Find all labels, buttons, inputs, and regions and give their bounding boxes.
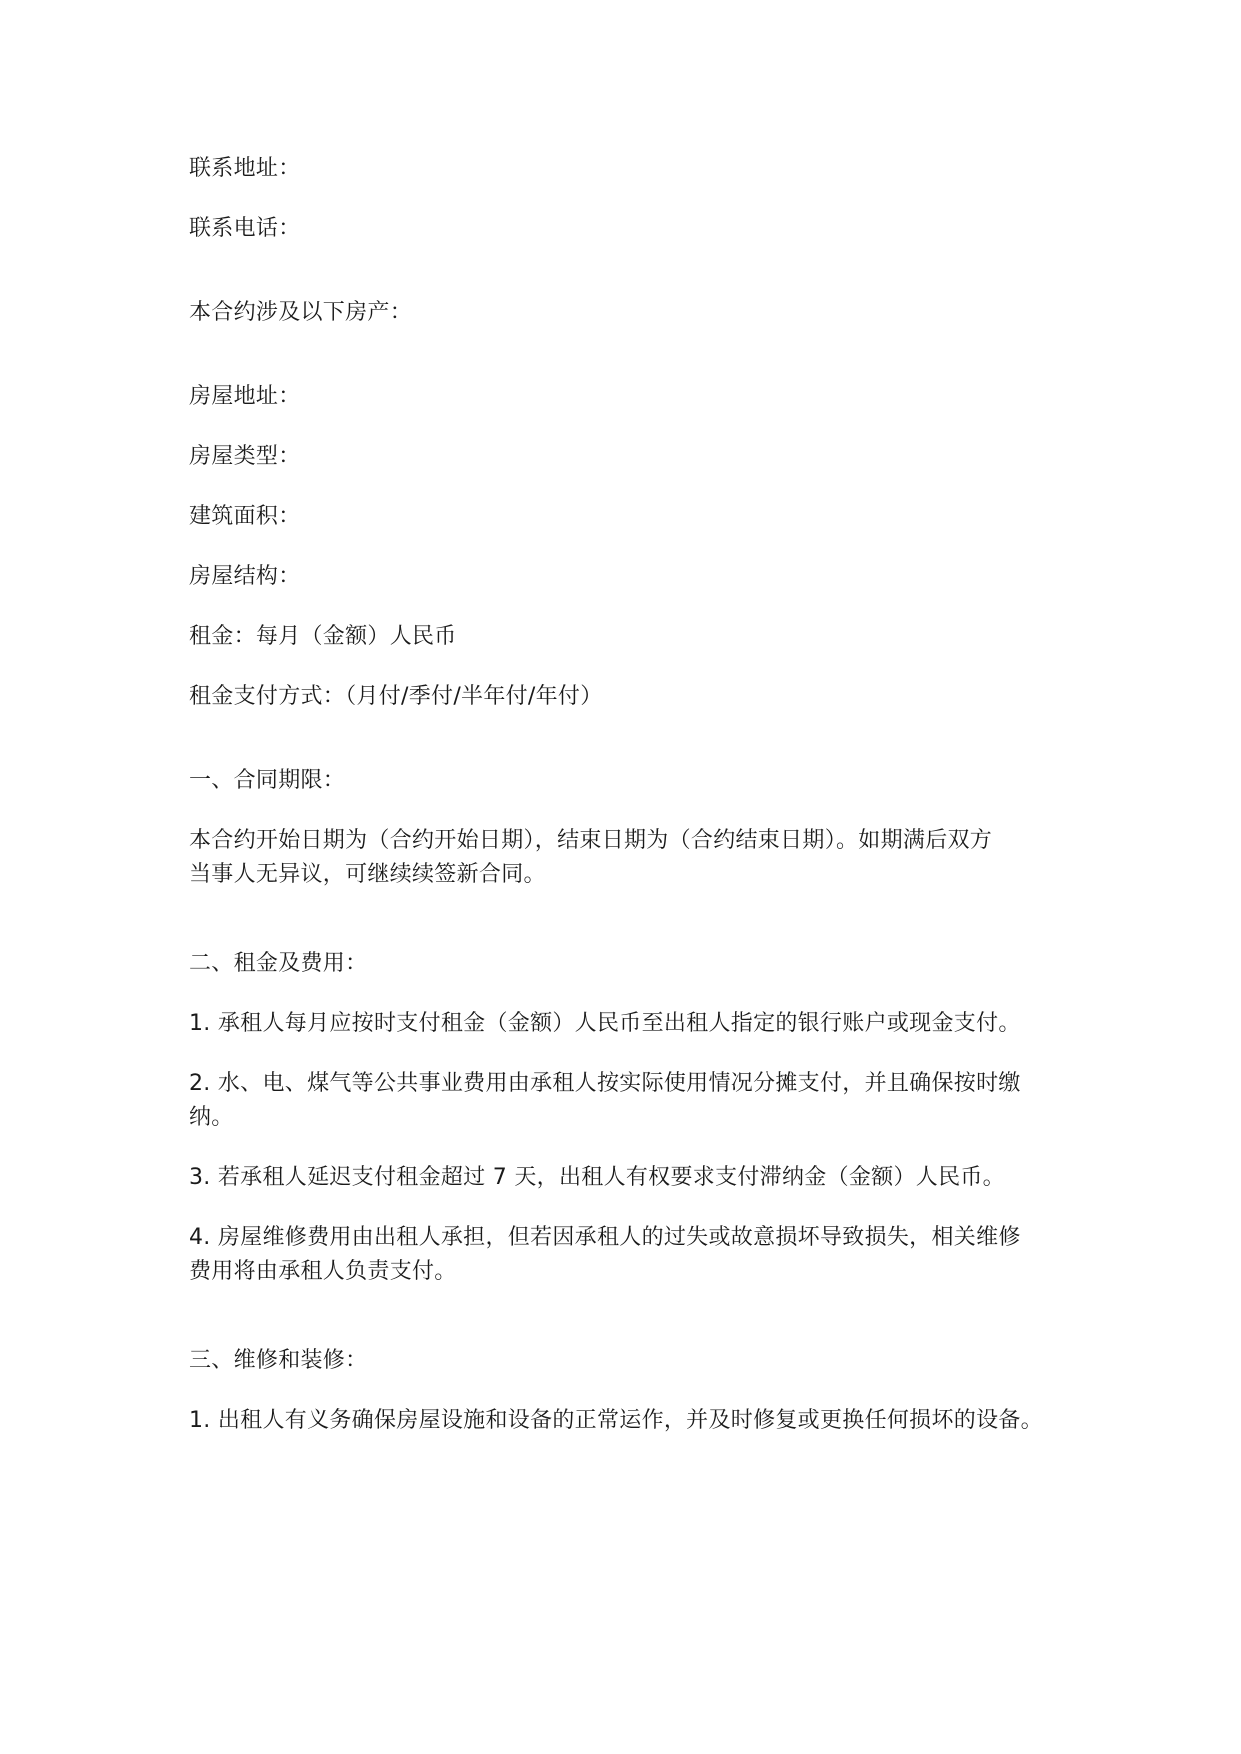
rent-fees-item-2-line-2: 纳。 <box>189 1105 234 1130</box>
maintenance-item-1: 1. 出租人有义务确保房屋设施和设备的正常运作，并及时修复或更换任何损坏的设备。 <box>189 1408 1043 1433</box>
rent-fees-item-4 <box>189 1221 1089 1289</box>
property-intro: 本合约涉及以下房产： <box>189 300 413 325</box>
section-heading-term: 一、合同期限： <box>189 768 346 793</box>
rent-fees-item-1: 1. 承租人每月应按时支付租金（金额）人民币至出租人指定的银行账户或现金支付。 <box>189 1011 1021 1036</box>
rent-fees-item-4-line-2: 费用将由承租人负责支付。 <box>189 1259 457 1284</box>
property-type-label: 房屋类型： <box>189 444 301 469</box>
rent-fees-item-2 <box>189 1067 1089 1135</box>
section-heading-maintenance: 三、维修和装修： <box>189 1348 368 1373</box>
rent-fees-item-3: 3. 若承租人延迟支付租金超过 7 天，出租人有权要求支付滞纳金（金额）人民币。 <box>189 1165 1005 1190</box>
rent-fees-item-2-line-1: 2. 水、电、煤气等公共事业费用由承租人按实际使用情况分摊支付，并且确保按时缴 <box>189 1071 1021 1096</box>
contact-phone-label: 联系电话： <box>189 216 301 241</box>
property-address-label: 房屋地址： <box>189 384 301 409</box>
rent-label: 租金：每月（金额）人民币 <box>189 624 457 649</box>
term-paragraph-line-2: 当事人无异议，可继续续签新合同。 <box>189 862 546 887</box>
contact-address-label: 联系地址： <box>189 156 301 181</box>
property-structure-label: 房屋结构： <box>189 564 301 589</box>
document-body <box>189 152 1089 1464</box>
term-paragraph-line-1: 本合约开始日期为（合约开始日期），结束日期为（合约结束日期）。如期满后双方 <box>189 828 993 853</box>
rent-fees-item-4-line-1: 4. 房屋维修费用由出租人承担，但若因承租人的过失或故意损坏导致损失，相关维修 <box>189 1225 1021 1250</box>
payment-method-label: 租金支付方式：（月付/季付/半年付/年付） <box>189 684 603 709</box>
section-heading-rent-fees: 二、租金及费用： <box>189 951 368 976</box>
property-area-label: 建筑面积： <box>189 504 301 529</box>
term-paragraph <box>189 824 1089 892</box>
